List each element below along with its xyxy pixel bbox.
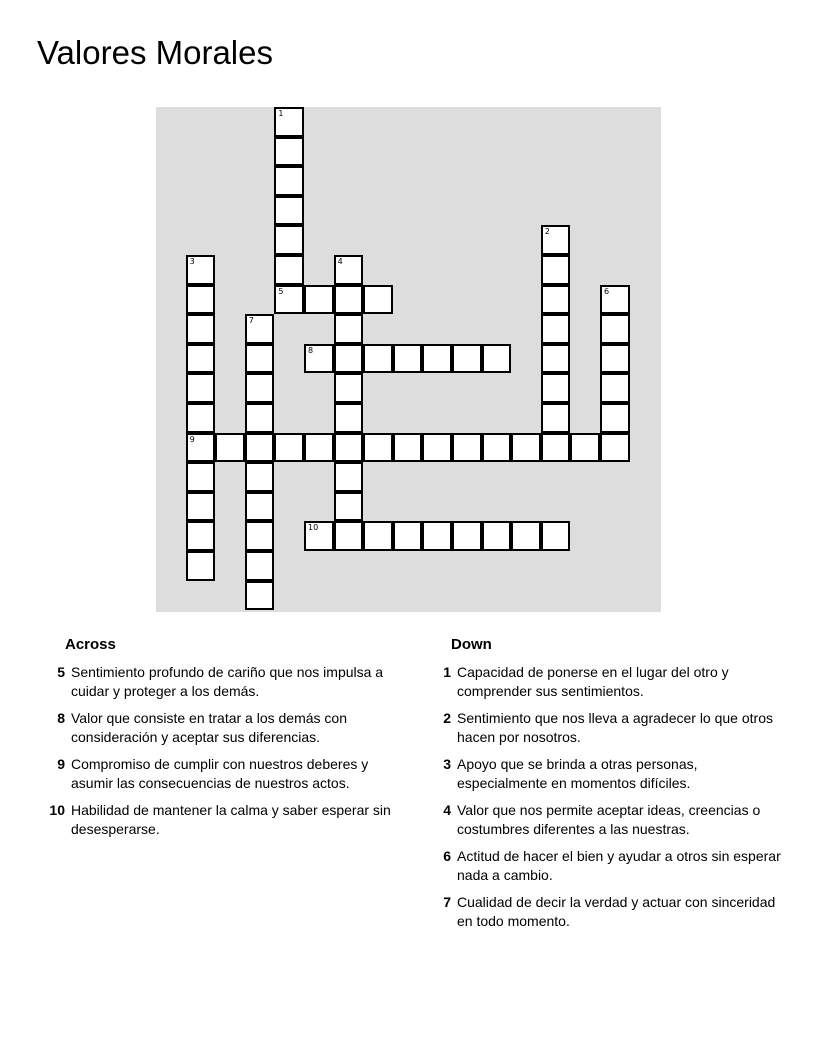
grid-cell[interactable] xyxy=(274,255,304,285)
grid-cell[interactable] xyxy=(245,373,275,403)
clue-text: Apoyo que se brinda a otras personas, especialmente en momentos difíciles. xyxy=(457,756,698,791)
grid-cell[interactable] xyxy=(274,137,304,167)
grid-cell[interactable] xyxy=(541,314,571,344)
grid-cell[interactable] xyxy=(600,314,630,344)
cell-number: 8 xyxy=(308,345,314,355)
grid-cell[interactable] xyxy=(482,344,512,374)
grid-cell[interactable] xyxy=(511,521,541,551)
clue-text: Valor que nos permite aceptar ideas, creencias o costumbres diferentes a las nuestras. xyxy=(457,802,761,837)
clue-number: 8 xyxy=(57,710,65,726)
across-clue xyxy=(37,801,397,839)
grid-cell[interactable] xyxy=(334,403,364,433)
grid-cell[interactable] xyxy=(186,255,216,285)
clue-number: 6 xyxy=(443,848,451,864)
grid-cell[interactable] xyxy=(186,344,216,374)
down-clue xyxy=(423,893,783,931)
grid-cell[interactable] xyxy=(334,433,364,463)
grid-cell[interactable] xyxy=(334,462,364,492)
grid-cell[interactable] xyxy=(452,344,482,374)
across-clues xyxy=(37,636,397,847)
grid-cell[interactable] xyxy=(422,433,452,463)
clue-text: Habilidad de mantener la calma y saber esperar sin desesperarse. xyxy=(71,802,391,837)
down-clue xyxy=(423,709,783,747)
grid-cell[interactable] xyxy=(274,285,304,315)
grid-cell[interactable] xyxy=(541,521,571,551)
grid-cell[interactable] xyxy=(186,285,216,315)
down-clue xyxy=(423,801,783,839)
grid-cell[interactable] xyxy=(245,314,275,344)
across-clue xyxy=(37,663,397,701)
across-clue xyxy=(37,755,397,793)
clue-number: 5 xyxy=(57,664,65,680)
grid-cell[interactable] xyxy=(363,521,393,551)
grid-cell[interactable] xyxy=(363,344,393,374)
clue-text: Capacidad de ponerse en el lugar del otro y comprender sus sentimientos. xyxy=(457,664,729,699)
grid-cell[interactable] xyxy=(570,433,600,463)
grid-cell[interactable] xyxy=(186,433,216,463)
grid-cell[interactable] xyxy=(600,403,630,433)
grid-cell[interactable] xyxy=(274,196,304,226)
grid-cell[interactable] xyxy=(334,285,364,315)
down-clue xyxy=(423,755,783,793)
grid-cell[interactable] xyxy=(304,285,334,315)
clue-text: Sentimiento que nos lleva a agradecer lo que otros hacen por nosotros. xyxy=(457,710,773,745)
grid-cell[interactable] xyxy=(215,433,245,463)
grid-cell[interactable] xyxy=(274,166,304,196)
grid-cell[interactable] xyxy=(334,255,364,285)
grid-cell[interactable] xyxy=(186,403,216,433)
cell-number: 9 xyxy=(189,434,195,444)
grid-cell[interactable] xyxy=(600,373,630,403)
cell-number: 5 xyxy=(278,286,284,296)
grid-cell[interactable] xyxy=(334,344,364,374)
cell-number: 10 xyxy=(308,523,319,533)
grid-cell[interactable] xyxy=(186,551,216,581)
grid-cell[interactable] xyxy=(274,225,304,255)
cell-number: 2 xyxy=(544,227,550,237)
cell-number: 7 xyxy=(248,316,254,326)
grid-cell[interactable] xyxy=(186,462,216,492)
clue-number: 1 xyxy=(443,664,451,680)
cell-number: 4 xyxy=(337,257,343,266)
clue-text: Sentimiento profundo de cariño que nos impulsa a cuidar y proteger a los demás. xyxy=(71,664,384,699)
clue-number: 9 xyxy=(57,756,65,772)
clue-number: 4 xyxy=(443,802,451,818)
grid-cell[interactable] xyxy=(304,433,334,463)
clue-number: 3 xyxy=(443,756,451,772)
grid-cell[interactable] xyxy=(334,373,364,403)
grid-cell[interactable] xyxy=(245,551,275,581)
grid-cell[interactable] xyxy=(245,462,275,492)
grid-cell[interactable] xyxy=(186,492,216,522)
down-heading: Down xyxy=(451,636,492,653)
grid-cell[interactable] xyxy=(334,492,364,522)
grid-cell[interactable] xyxy=(304,521,334,551)
grid-cell[interactable] xyxy=(600,433,630,463)
grid-cell[interactable] xyxy=(245,433,275,463)
grid-cell[interactable] xyxy=(482,433,512,463)
cell-number: 1 xyxy=(278,109,284,118)
grid-cell[interactable] xyxy=(245,344,275,374)
clue-text: Actitud de hacer el bien y ayudar a otros sin esperar nada a cambio. xyxy=(457,848,781,883)
grid-cell[interactable] xyxy=(363,433,393,463)
grid-cell[interactable] xyxy=(541,373,571,403)
grid-cell[interactable] xyxy=(541,255,571,285)
grid-cell[interactable] xyxy=(334,521,364,551)
grid-cell[interactable] xyxy=(422,521,452,551)
grid-cell[interactable] xyxy=(245,581,275,611)
across-clue-list xyxy=(37,663,397,839)
grid-cell[interactable] xyxy=(541,285,571,315)
grid-cell[interactable] xyxy=(422,344,452,374)
grid-cell[interactable] xyxy=(393,521,423,551)
grid-cell[interactable] xyxy=(304,344,334,374)
down-clue-list xyxy=(423,663,783,931)
down-clue xyxy=(423,847,783,885)
down-clues xyxy=(423,636,783,939)
grid-cell[interactable] xyxy=(245,403,275,433)
grid-cell[interactable] xyxy=(274,433,304,463)
grid-cell[interactable] xyxy=(452,433,482,463)
grid-cell[interactable] xyxy=(186,521,216,551)
grid-cell[interactable] xyxy=(541,403,571,433)
grid-cell[interactable] xyxy=(393,433,423,463)
clue-text: Valor que consiste en tratar a los demás con consideración y aceptar sus diferencias. xyxy=(71,710,348,745)
grid-cell[interactable] xyxy=(245,492,275,522)
across-heading: Across xyxy=(65,636,116,653)
grid-cell[interactable] xyxy=(186,373,216,403)
grid-cell[interactable] xyxy=(541,225,571,255)
grid-cell[interactable] xyxy=(363,285,393,315)
grid-cell[interactable] xyxy=(541,344,571,374)
grid-cell[interactable] xyxy=(334,314,364,344)
page-title: Valores Morales xyxy=(37,34,273,71)
grid-cell[interactable] xyxy=(186,314,216,344)
grid-cell[interactable] xyxy=(541,433,571,463)
clue-text: Compromiso de cumplir con nuestros deberes y asumir las consecuencias de nuestros actos. xyxy=(71,756,369,791)
cell-number: 6 xyxy=(604,286,610,296)
down-clue xyxy=(423,663,783,701)
clue-number: 2 xyxy=(443,710,451,726)
clue-number: 10 xyxy=(49,802,65,818)
crossword-grid xyxy=(156,107,661,612)
cell-number: 3 xyxy=(189,257,195,266)
grid-cell[interactable] xyxy=(245,521,275,551)
grid-cell[interactable] xyxy=(600,344,630,374)
grid-cell[interactable] xyxy=(482,521,512,551)
clue-number: 7 xyxy=(443,894,451,910)
grid-cell[interactable] xyxy=(511,433,541,463)
grid-cell[interactable] xyxy=(600,285,630,315)
grid-cell[interactable] xyxy=(393,344,423,374)
clue-text: Cualidad de decir la verdad y actuar con sinceridad en todo momento. xyxy=(457,894,776,929)
grid-cell[interactable] xyxy=(452,521,482,551)
grid-cell[interactable] xyxy=(274,107,304,137)
across-clue xyxy=(37,709,397,747)
